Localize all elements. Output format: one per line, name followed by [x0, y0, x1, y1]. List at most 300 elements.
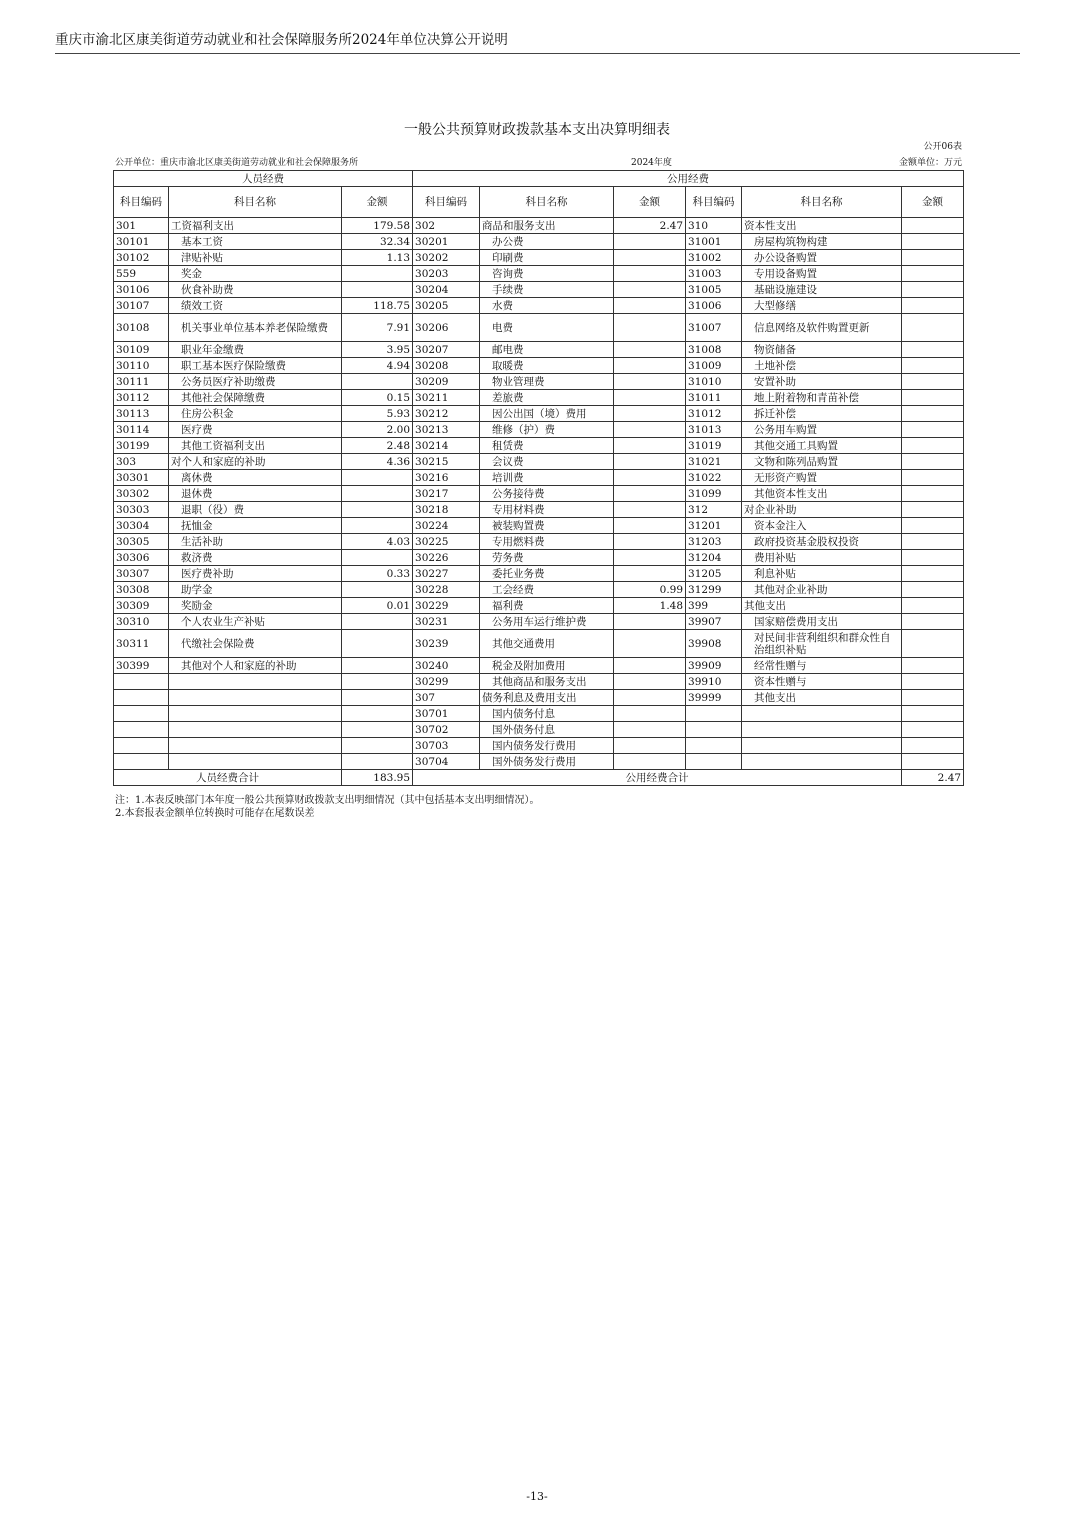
cell-amount: [902, 422, 964, 438]
cell-amount: [342, 630, 413, 658]
cell-code: 30102: [114, 250, 169, 266]
cell-code: 30217: [413, 486, 480, 502]
cell-code: [686, 738, 742, 754]
cell-name: 抚恤金: [169, 518, 342, 534]
cell-name: 电费: [480, 314, 614, 342]
cell-code: 30704: [413, 754, 480, 770]
table-row: [114, 614, 964, 630]
cell-amount: [614, 690, 686, 706]
cell-amount: [902, 674, 964, 690]
cell-code: 399: [686, 598, 742, 614]
cell-amount: [902, 298, 964, 314]
cell-name: [169, 706, 342, 722]
cell-code: 31006: [686, 298, 742, 314]
cell-name: 机关事业单位基本养老保险缴费: [169, 314, 342, 342]
cell-name: 拆迁补偿: [742, 406, 902, 422]
cell-amount: [614, 250, 686, 266]
cell-name: 会议费: [480, 454, 614, 470]
table-row: [114, 218, 964, 234]
cell-name: 公务用车购置: [742, 422, 902, 438]
cell-amount: [614, 630, 686, 658]
cell-name: 税金及附加费用: [480, 658, 614, 674]
cell-code: 39999: [686, 690, 742, 706]
cell-name: 利息补贴: [742, 566, 902, 582]
cell-name: 信息网络及软件购置更新: [742, 314, 902, 342]
cell-code: 303: [114, 454, 169, 470]
cell-name: 资本性支出: [742, 218, 902, 234]
cell-amount: [614, 486, 686, 502]
cell-name: 工会经费: [480, 582, 614, 598]
cell-code: 31009: [686, 358, 742, 374]
cell-amount: [614, 470, 686, 486]
group-public-header: 公用经费: [413, 171, 964, 187]
cell-name: 水费: [480, 298, 614, 314]
cell-amount: [614, 314, 686, 342]
cell-amount: [342, 374, 413, 390]
cell-name: 退休费: [169, 486, 342, 502]
cell-name: 其他对个人和家庭的补助: [169, 658, 342, 674]
cell-amount: [342, 282, 413, 298]
cell-amount: [614, 550, 686, 566]
table-row: [114, 470, 964, 486]
table-row: [114, 502, 964, 518]
cell-name: 物业管理费: [480, 374, 614, 390]
table-row: [114, 454, 964, 470]
table-row: [114, 598, 964, 614]
table-row: [114, 314, 964, 342]
cell-name: 因公出国（境）费用: [480, 406, 614, 422]
cell-amount: [614, 722, 686, 738]
cell-code: 30240: [413, 658, 480, 674]
cell-name: 土地补偿: [742, 358, 902, 374]
cell-amount: [614, 374, 686, 390]
cell-name: 对民间非营利组织和群众性自治组织补贴: [742, 630, 902, 658]
table-row: [114, 266, 964, 282]
cell-name: 对个人和家庭的补助: [169, 454, 342, 470]
cell-code: 39908: [686, 630, 742, 658]
cell-name: 国外债务付息: [480, 722, 614, 738]
cell-name: 费用补贴: [742, 550, 902, 566]
table-row: [114, 722, 964, 738]
cell-code: 30112: [114, 390, 169, 406]
cell-code: 39909: [686, 658, 742, 674]
cell-code: 31001: [686, 234, 742, 250]
cell-code: 30212: [413, 406, 480, 422]
cell-amount: [902, 614, 964, 630]
cell-amount: 0.33: [342, 566, 413, 582]
page-number: -13-: [526, 1490, 548, 1503]
cell-code: [114, 690, 169, 706]
cell-amount: 4.03: [342, 534, 413, 550]
cell-code: 30114: [114, 422, 169, 438]
cell-amount: 32.34: [342, 234, 413, 250]
cell-code: 30229: [413, 598, 480, 614]
cell-code: 301: [114, 218, 169, 234]
total-personnel-value: 183.95: [342, 770, 413, 786]
footnotes: [115, 794, 540, 820]
cell-name: 办公设备购置: [742, 250, 902, 266]
cell-code: 302: [413, 218, 480, 234]
cell-code: 30304: [114, 518, 169, 534]
cell-name: 退职（役）费: [169, 502, 342, 518]
cell-amount: [902, 598, 964, 614]
cell-name: 无形资产购置: [742, 470, 902, 486]
cell-amount: [902, 738, 964, 754]
cell-code: [114, 738, 169, 754]
cell-name: [742, 722, 902, 738]
cell-amount: [342, 582, 413, 598]
table-row: [114, 630, 964, 658]
table-row: [114, 690, 964, 706]
cell-name: 职业年金缴费: [169, 342, 342, 358]
cell-code: [114, 754, 169, 770]
cell-amount: [902, 314, 964, 342]
form-code: 公开06表: [923, 142, 962, 152]
cell-code: 39907: [686, 614, 742, 630]
cell-name: 差旅费: [480, 390, 614, 406]
cell-code: 30108: [114, 314, 169, 342]
col-code-header: 科目编码: [114, 187, 169, 218]
cell-code: 30201: [413, 234, 480, 250]
cell-amount: [902, 582, 964, 598]
cell-amount: [342, 754, 413, 770]
cell-name: [169, 690, 342, 706]
table-row: [114, 582, 964, 598]
cell-code: 31008: [686, 342, 742, 358]
cell-amount: [614, 234, 686, 250]
cell-code: 31011: [686, 390, 742, 406]
cell-code: 31003: [686, 266, 742, 282]
group-header-row: [114, 171, 964, 187]
table-row: [114, 738, 964, 754]
cell-name: 培训费: [480, 470, 614, 486]
table-row: [114, 674, 964, 690]
table-row: [114, 706, 964, 722]
col-code-header: 科目编码: [413, 187, 480, 218]
cell-amount: [902, 706, 964, 722]
cell-code: 31022: [686, 470, 742, 486]
footnote: 注：1.本表反映部门本年度一般公共预算财政拨款支出明细情况（其中包括基本支出明细情况）。: [115, 795, 540, 806]
cell-code: 30701: [413, 706, 480, 722]
cell-code: [114, 706, 169, 722]
cell-code: 30307: [114, 566, 169, 582]
cell-code: 30203: [413, 266, 480, 282]
table-row: [114, 282, 964, 298]
cell-name: 其他商品和服务支出: [480, 674, 614, 690]
cell-code: 39910: [686, 674, 742, 690]
cell-name: 职工基本医疗保险缴费: [169, 358, 342, 374]
group-personnel-header: 人员经费: [114, 171, 413, 187]
cell-code: 30107: [114, 298, 169, 314]
cell-code: [686, 754, 742, 770]
cell-name: 伙食补助费: [169, 282, 342, 298]
cell-name: 资本性赠与: [742, 674, 902, 690]
meta-row: [115, 157, 962, 169]
cell-name: 资本金注入: [742, 518, 902, 534]
cell-amount: [614, 282, 686, 298]
cell-code: 30310: [114, 614, 169, 630]
cell-code: 30225: [413, 534, 480, 550]
cell-code: 30231: [413, 614, 480, 630]
cell-code: 307: [413, 690, 480, 706]
cell-name: 大型修缮: [742, 298, 902, 314]
cell-amount: [614, 342, 686, 358]
cell-name: 其他交通工具购置: [742, 438, 902, 454]
totals-row: [114, 770, 964, 786]
cell-amount: [342, 486, 413, 502]
cell-amount: [614, 614, 686, 630]
cell-code: 31012: [686, 406, 742, 422]
cell-code: 30214: [413, 438, 480, 454]
cell-code: 30204: [413, 282, 480, 298]
cell-name: 专用设备购置: [742, 266, 902, 282]
cell-amount: [342, 614, 413, 630]
cell-code: 30305: [114, 534, 169, 550]
cell-name: [169, 754, 342, 770]
cell-code: 30306: [114, 550, 169, 566]
cell-name: 物资储备: [742, 342, 902, 358]
col-code-header: 科目编码: [686, 187, 742, 218]
cell-name: 奖励金: [169, 598, 342, 614]
cell-code: 30299: [413, 674, 480, 690]
cell-amount: [902, 754, 964, 770]
cell-amount: [342, 470, 413, 486]
cell-amount: [614, 754, 686, 770]
cell-name: [742, 754, 902, 770]
cell-amount: 0.15: [342, 390, 413, 406]
cell-amount: [614, 266, 686, 282]
cell-amount: [902, 722, 964, 738]
cell-code: 30211: [413, 390, 480, 406]
amount-unit: 金额单位：万元: [898, 158, 962, 168]
cell-name: [169, 722, 342, 738]
cell-amount: [902, 630, 964, 658]
cell-name: 绩效工资: [169, 298, 342, 314]
cell-name: 经常性赠与: [742, 658, 902, 674]
col-name-header: 科目名称: [480, 187, 614, 218]
cell-code: 30239: [413, 630, 480, 658]
cell-amount: 4.36: [342, 454, 413, 470]
cell-name: 个人农业生产补贴: [169, 614, 342, 630]
cell-code: 30202: [413, 250, 480, 266]
cell-name: [742, 738, 902, 754]
cell-amount: [614, 534, 686, 550]
cell-name: 取暖费: [480, 358, 614, 374]
cell-name: 公务员医疗补助缴费: [169, 374, 342, 390]
cell-amount: [342, 518, 413, 534]
table-row: [114, 298, 964, 314]
cell-amount: [902, 374, 964, 390]
cell-name: 其他工资福利支出: [169, 438, 342, 454]
table-row: [114, 250, 964, 266]
cell-name: 其他支出: [742, 598, 902, 614]
cell-name: 医疗费: [169, 422, 342, 438]
cell-amount: [342, 674, 413, 690]
cell-amount: [614, 518, 686, 534]
cell-name: 国外债务发行费用: [480, 754, 614, 770]
cell-amount: [902, 438, 964, 454]
expenditure-table: [113, 170, 964, 786]
cell-code: 30101: [114, 234, 169, 250]
cell-code: 30199: [114, 438, 169, 454]
cell-code: 30301: [114, 470, 169, 486]
cell-amount: [614, 454, 686, 470]
cell-code: [686, 706, 742, 722]
cell-name: 委托业务费: [480, 566, 614, 582]
cell-code: 30113: [114, 406, 169, 422]
cell-name: 奖金: [169, 266, 342, 282]
cell-code: 30308: [114, 582, 169, 598]
total-public-value: 2.47: [902, 770, 964, 786]
cell-code: 30227: [413, 566, 480, 582]
cell-code: 31013: [686, 422, 742, 438]
cell-name: 住房公积金: [169, 406, 342, 422]
cell-name: 津贴补贴: [169, 250, 342, 266]
page-header: 重庆市渝北区康美街道劳动就业和社会保障服务所2024年单位决算公开说明: [55, 31, 1020, 54]
cell-amount: [342, 738, 413, 754]
cell-name: 租赁费: [480, 438, 614, 454]
cell-amount: 5.93: [342, 406, 413, 422]
table-row: [114, 390, 964, 406]
table-row: [114, 422, 964, 438]
cell-name: 国家赔偿费用支出: [742, 614, 902, 630]
total-public-label: 公用经费合计: [413, 770, 902, 786]
cell-name: 债务利息及费用支出: [480, 690, 614, 706]
cell-code: [686, 722, 742, 738]
cell-code: 30302: [114, 486, 169, 502]
col-name-header: 科目名称: [742, 187, 902, 218]
cell-code: 31007: [686, 314, 742, 342]
cell-code: 30209: [413, 374, 480, 390]
cell-name: 劳务费: [480, 550, 614, 566]
col-amount-header: 金额: [902, 187, 964, 218]
cell-name: 政府投资基金股权投资: [742, 534, 902, 550]
cell-amount: [902, 282, 964, 298]
cell-name: [169, 674, 342, 690]
cell-code: 30208: [413, 358, 480, 374]
cell-code: 30111: [114, 374, 169, 390]
cell-name: 安置补助: [742, 374, 902, 390]
cell-name: 专用材料费: [480, 502, 614, 518]
cell-name: 其他交通费用: [480, 630, 614, 658]
cell-amount: [902, 566, 964, 582]
cell-name: 福利费: [480, 598, 614, 614]
cell-amount: [342, 502, 413, 518]
cell-amount: 2.47: [614, 218, 686, 234]
cell-code: 30228: [413, 582, 480, 598]
cell-amount: [902, 358, 964, 374]
cell-code: 31019: [686, 438, 742, 454]
total-personnel-label: 人员经费合计: [114, 770, 342, 786]
cell-amount: 4.94: [342, 358, 413, 374]
cell-amount: [902, 550, 964, 566]
cell-name: 生活补助: [169, 534, 342, 550]
cell-amount: [902, 234, 964, 250]
cell-name: 离休费: [169, 470, 342, 486]
cell-name: 地上附着物和青苗补偿: [742, 390, 902, 406]
col-name-header: 科目名称: [169, 187, 342, 218]
cell-name: 其他对企业补助: [742, 582, 902, 598]
cell-code: 30106: [114, 282, 169, 298]
cell-name: 代缴社会保险费: [169, 630, 342, 658]
cell-code: 31205: [686, 566, 742, 582]
cell-code: 30399: [114, 658, 169, 674]
cell-amount: [902, 534, 964, 550]
cell-code: 30110: [114, 358, 169, 374]
cell-code: 30218: [413, 502, 480, 518]
fiscal-year: 2024年度: [631, 158, 672, 168]
cell-name: 印刷费: [480, 250, 614, 266]
document-title: 一般公共预算财政拨款基本支出决算明细表: [404, 122, 670, 138]
cell-amount: [614, 738, 686, 754]
cell-name: 其他资本性支出: [742, 486, 902, 502]
cell-amount: [902, 486, 964, 502]
footnote: 2.本套报表金额单位转换时可能存在尾数误差: [115, 808, 315, 819]
cell-amount: 118.75: [342, 298, 413, 314]
cell-name: 助学金: [169, 582, 342, 598]
cell-amount: [614, 358, 686, 374]
cell-amount: 3.95: [342, 342, 413, 358]
cell-amount: [342, 722, 413, 738]
cell-amount: [614, 674, 686, 690]
cell-amount: [614, 502, 686, 518]
cell-code: 31204: [686, 550, 742, 566]
cell-amount: 1.13: [342, 250, 413, 266]
cell-amount: 2.48: [342, 438, 413, 454]
table-row: [114, 358, 964, 374]
cell-name: 基本工资: [169, 234, 342, 250]
table-row: [114, 518, 964, 534]
cell-name: 医疗费补助: [169, 566, 342, 582]
cell-name: 文物和陈列品购置: [742, 454, 902, 470]
cell-amount: 0.99: [614, 582, 686, 598]
cell-amount: [614, 658, 686, 674]
table-row: [114, 374, 964, 390]
cell-name: 国内债务付息: [480, 706, 614, 722]
table-row: [114, 534, 964, 550]
cell-code: 559: [114, 266, 169, 282]
cell-code: 30311: [114, 630, 169, 658]
cell-code: 312: [686, 502, 742, 518]
cell-name: 被装购置费: [480, 518, 614, 534]
cell-amount: 0.01: [342, 598, 413, 614]
cell-amount: [342, 706, 413, 722]
cell-amount: [614, 706, 686, 722]
cell-code: 30226: [413, 550, 480, 566]
cell-code: 30702: [413, 722, 480, 738]
table-row: [114, 754, 964, 770]
cell-code: 31299: [686, 582, 742, 598]
cell-code: [114, 722, 169, 738]
cell-amount: [342, 690, 413, 706]
cell-name: 房屋构筑物构建: [742, 234, 902, 250]
cell-code: 31021: [686, 454, 742, 470]
cell-name: [742, 706, 902, 722]
cell-amount: [902, 342, 964, 358]
cell-code: 31005: [686, 282, 742, 298]
cell-amount: [902, 454, 964, 470]
cell-amount: [902, 406, 964, 422]
cell-amount: [902, 390, 964, 406]
cell-code: 30207: [413, 342, 480, 358]
col-amount-header: 金额: [342, 187, 413, 218]
cell-name: 专用燃料费: [480, 534, 614, 550]
cell-amount: [614, 438, 686, 454]
cell-amount: 179.58: [342, 218, 413, 234]
table-row: [114, 438, 964, 454]
cell-code: 30215: [413, 454, 480, 470]
cell-code: 30109: [114, 342, 169, 358]
